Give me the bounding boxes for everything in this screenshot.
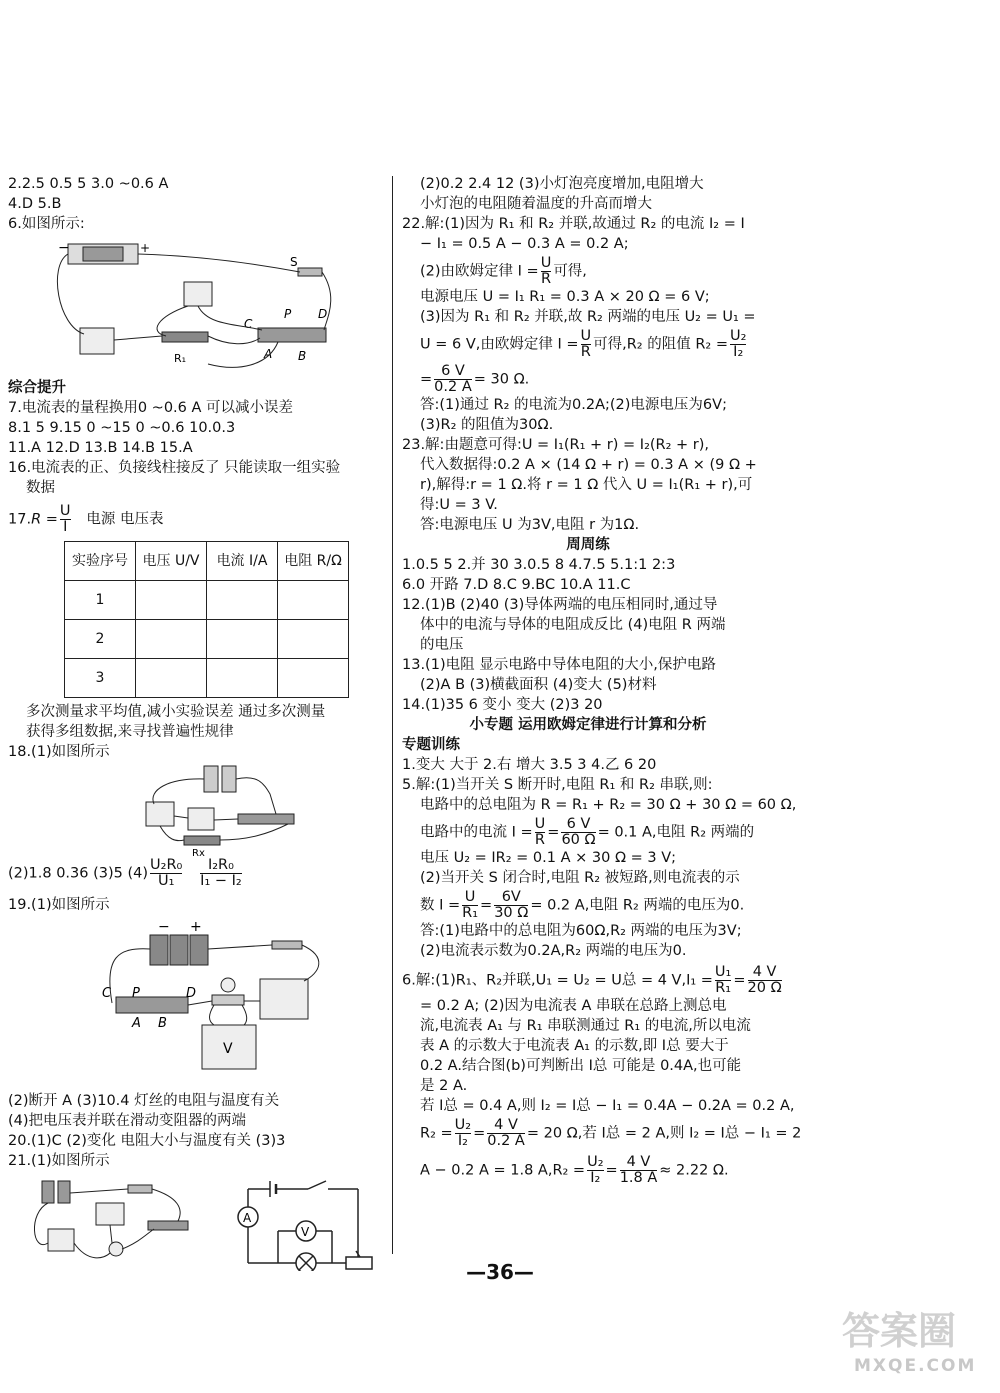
fraction <box>561 817 595 848</box>
fraction-denominator: I₂ <box>730 344 746 360</box>
answer-text: 数 I = <box>420 897 461 914</box>
resistor-icon <box>162 332 208 342</box>
watermark-logo-icon <box>838 1300 988 1358</box>
answer-line: 21.(1)如图所示 <box>8 1153 110 1169</box>
answer-line <box>402 1155 774 1186</box>
table-cell: 3 <box>65 659 136 698</box>
fig-label: P <box>132 986 140 1001</box>
fraction <box>494 890 528 921</box>
answer-line: = 0.2 A; (2)因为电流表 A 串联在总路上测总电 <box>420 998 727 1014</box>
answer-line: 4.D 5.B <box>8 196 62 212</box>
answer-line: 11.A 12.D 13.B 14.B 15.A <box>8 440 193 456</box>
answer-line: 答:(1)电路中的总电阻为60Ω,R₂ 两端的电压为3V; <box>420 923 742 939</box>
svg-text:答案圈: 答案圈 <box>842 1309 957 1353</box>
answer-text: (2)1.8 0.36 (3)5 (4) <box>8 865 149 882</box>
battery-icon <box>204 766 218 792</box>
circuit-figure-6 <box>8 236 348 376</box>
fig-label: B <box>298 349 307 363</box>
fraction-numerator: U₂R₀ <box>150 857 183 873</box>
answer-line: 的电压 <box>420 637 464 653</box>
answer-text: (2)由欧姆定律 I = <box>420 263 539 280</box>
fraction-numerator: U <box>464 889 476 905</box>
answer-text: A − 0.2 A = 1.8 A,R₂ = <box>420 1162 586 1179</box>
fraction-denominator: R <box>580 344 591 360</box>
section-title: 周周练 <box>566 537 610 553</box>
answer-line: 数据 <box>26 480 55 496</box>
fig-label: Rx <box>192 848 205 856</box>
fraction-numerator: U <box>580 328 592 344</box>
fraction-numerator: 6 V <box>441 363 465 379</box>
switch-icon <box>272 941 302 949</box>
voltmeter-icon <box>96 1203 124 1225</box>
section-title: 小专题 运用欧姆定律进行计算和分析 <box>469 717 707 733</box>
question-number: 17. <box>8 511 32 528</box>
battery-icon <box>58 1181 70 1203</box>
fraction <box>535 817 546 848</box>
fraction-denominator: 30 Ω <box>494 905 529 921</box>
answer-line: (3)R₂ 的阻值为30Ω. <box>420 417 554 433</box>
circuit-figure-21 <box>8 1173 378 1271</box>
fraction-numerator: 4 V <box>494 1117 518 1133</box>
answer-line: 7.电流表的量程换用0 ~0.6 A 可以减小误差 <box>8 400 294 416</box>
switch-icon <box>128 1185 152 1193</box>
answer-line <box>402 329 774 360</box>
answer-line: − I₁ = 0.5 A − 0.3 A = 0.2 A; <box>420 236 629 252</box>
answer-line: 电压 U₂ = IR₂ = 0.1 A × 30 Ω = 3 V; <box>420 850 677 866</box>
fraction-denominator: U₁ <box>150 873 182 889</box>
answer-line: 2.2.5 0.5 5 3.0 ~0.6 A <box>8 176 169 192</box>
table-cell <box>136 620 207 659</box>
fraction-denominator: 20 Ω <box>747 980 782 996</box>
answer-text: = <box>547 824 560 841</box>
answer-line <box>402 890 774 921</box>
answer-line: 获得多组数据,来寻找普遍性规律 <box>26 724 234 740</box>
table-header-row <box>65 542 349 581</box>
fraction-numerator: U <box>534 816 546 832</box>
table-cell <box>278 620 349 659</box>
fraction-numerator: U <box>59 503 71 519</box>
answer-line: (2)电流表示数为0.2A,R₂ 两端的电压为0. <box>420 943 687 959</box>
fraction <box>730 329 746 360</box>
answer-line: 多次测量求平均值,减小实验误差 通过多次测量 <box>26 704 326 720</box>
fraction-denominator: 0.2 A <box>487 1133 525 1149</box>
answer-text: = 30 Ω. <box>473 371 530 388</box>
battery-icon <box>190 935 208 965</box>
voltmeter-icon <box>146 802 174 826</box>
left-column <box>8 174 386 1273</box>
fig-label: D <box>318 307 328 321</box>
fraction-denominator: I₂ <box>455 1133 471 1149</box>
fig-label: − <box>158 919 170 935</box>
table-row <box>65 659 349 698</box>
answer-text: = <box>605 1162 618 1179</box>
fraction-numerator: U <box>540 255 552 271</box>
answer-line <box>8 504 386 535</box>
answer-line: 代入数据得:0.2 A × (14 Ω + r) = 0.3 A × (9 Ω + <box>420 457 757 473</box>
answer-text: 可得,R₂ 的阻值 R₂ = <box>593 336 728 353</box>
fraction-denominator: I <box>60 519 71 535</box>
table-cell <box>136 581 207 620</box>
answer-line: 是 2 A. <box>420 1078 468 1094</box>
answer-line: 16.电流表的正、负接线柱接反了 只能读取一组实验 <box>8 460 341 476</box>
answer-text: = <box>733 972 746 989</box>
answer-line: 若 I总 = 0.4 A,则 I₂ = I总 − I₁ = 0.4A − 0.2A = 0.2 A, <box>420 1098 795 1114</box>
fraction-denominator: R <box>534 832 545 848</box>
ammeter-icon <box>260 979 308 1019</box>
answer-line: 22.解:(1)因为 R₁ 和 R₂ 并联,故通过 R₂ 的电流 I₂ = I <box>402 216 745 232</box>
table-cell <box>207 620 278 659</box>
fraction-numerator: 4 V <box>626 1154 651 1170</box>
fraction-numerator: U₂ <box>454 1117 472 1133</box>
answer-line: 20.(1)C (2)变化 电阻大小与温度有关 (3)3 <box>8 1133 286 1149</box>
answer-line: 体中的电流与导体的电阻成反比 (4)电阻 R 两端 <box>420 617 726 633</box>
fraction-numerator: 6 V <box>566 816 591 832</box>
fig-label: C <box>102 986 112 1001</box>
fig-label: A <box>264 347 273 361</box>
fig-label: + <box>140 241 151 255</box>
fraction <box>60 504 71 535</box>
answer-line: r),解得:r = 1 Ω.将 r = 1 Ω 代入 U = I₁(R₁ + r),可 <box>420 477 753 493</box>
table-cell <box>278 581 349 620</box>
switch-icon <box>298 268 322 276</box>
fig-label: V <box>301 1225 310 1239</box>
answer-text: R₂ = <box>420 1125 453 1142</box>
fig-label: S <box>290 255 298 269</box>
answer-line: 6.如图所示: <box>8 216 85 232</box>
rheostat-icon <box>238 814 294 824</box>
column-divider <box>392 176 393 1254</box>
table-cell <box>278 659 349 698</box>
table-cell: 1 <box>65 581 136 620</box>
page-number: —36— <box>466 1260 534 1284</box>
table-cell <box>207 659 278 698</box>
answer-line: 得:U = 3 V. <box>420 497 498 513</box>
fraction <box>715 965 731 996</box>
fraction-denominator: R₁ <box>715 980 732 996</box>
answer-line: 1.变大 大于 2.右 增大 3.5 3 4.乙 6 20 <box>402 757 657 773</box>
answer-line: 5.解:(1)当开关 S 断开时,电阻 R₁ 和 R₂ 串联,则: <box>402 777 713 793</box>
answer-line <box>402 817 774 848</box>
section-subtitle: 专题训练 <box>402 737 460 753</box>
fig-label: A <box>243 1211 252 1225</box>
fraction <box>455 1118 471 1149</box>
battery-icon <box>170 935 188 965</box>
answer-line: (3)因为 R₁ 和 R₂ 并联,故 R₂ 两端的电压 U₂ = U₁ = <box>420 309 756 325</box>
table-cell <box>136 659 207 698</box>
fraction <box>434 364 472 395</box>
table-cell: 2 <box>65 620 136 659</box>
fraction-numerator: I₂R₀ <box>207 857 234 873</box>
answer-line: 0.2 A.结合图(b)可判断出 I总 可能是 0.4A,也可能 <box>420 1058 742 1074</box>
answer-line: 电路中的总电阻为 R = R₁ + R₂ = 30 Ω + 30 Ω = 60 Ω, <box>420 797 797 813</box>
battery-icon <box>222 766 236 792</box>
answer-line: 23.解:由题意可得:U = I₁(R₁ + r) = I₂(R₂ + r), <box>402 437 710 453</box>
meter-icon <box>80 328 114 354</box>
fraction-denominator: R₁ <box>462 905 479 921</box>
fraction-denominator: I₁ − I₂ <box>200 873 242 889</box>
watermark <box>838 1300 988 1382</box>
answer-line: (2)A B (3)横截面积 (4)变大 (5)材料 <box>420 677 657 693</box>
fig-label: P <box>284 307 292 321</box>
fraction-numerator: 6V <box>501 889 521 905</box>
fraction-numerator: U₂ <box>587 1154 604 1170</box>
answer-text: = <box>473 1125 486 1142</box>
answer-line: 19.(1)如图所示 <box>8 897 110 913</box>
answer-line: 8.1 5 9.15 0 ~15 0 ~0.6 10.0.3 <box>8 420 236 436</box>
rheostat-icon <box>148 1221 188 1230</box>
answer-line: 13.(1)电阻 显示电路中导体电阻的大小,保护电路 <box>402 657 716 673</box>
table-cell <box>207 581 278 620</box>
fig-label: C <box>244 317 253 331</box>
answer-text: = 0.1 A,电阻 R₂ 两端的 <box>597 824 755 841</box>
answer-line: 答:电源电压 U 为3V,电阻 r 为1Ω. <box>420 517 640 533</box>
table-row <box>65 581 349 620</box>
circuit-figure-18 <box>8 764 378 856</box>
resistor-icon <box>184 836 220 845</box>
answer-line: 12.(1)B (2)40 (3)导体两端的电压相同时,通过导 <box>402 597 718 613</box>
answer-line: 答:(1)通过 R₂ 的电流为0.2A;(2)电源电压为6V; <box>420 397 727 413</box>
lamp-icon <box>109 1242 123 1256</box>
formula-lhs: R = <box>31 511 58 528</box>
ammeter-icon <box>184 282 212 306</box>
battery-icon <box>150 935 168 965</box>
fraction-denominator: 1.8 A <box>619 1170 658 1186</box>
answer-line: 流,电流表 A₁ 与 R₁ 串联测通过 R₁ 的电流,所以电流 <box>420 1018 751 1034</box>
fig-label: R₁ <box>174 352 187 365</box>
table-header: 电阻 R/Ω <box>278 542 349 581</box>
answer-text: = 0.2 A,电阻 R₂ 两端的电压为0. <box>530 897 745 914</box>
battery-icon <box>42 1181 54 1203</box>
answer-text: 6.解:(1)R₁、R₂并联,U₁ = U₂ = U总 = 4 V,I₁ = <box>402 972 713 989</box>
schematic-diagram <box>238 1181 372 1271</box>
table-header: 电流 I/A <box>207 542 278 581</box>
rheostat-icon <box>258 328 326 342</box>
answer-text: 电源 电压表 <box>86 511 164 528</box>
answer-text: 可得, <box>553 263 587 280</box>
answer-line: 电源电压 U = I₁ R₁ = 0.3 A × 20 Ω = 6 V; <box>420 289 710 305</box>
answer-text: ≈ 2.22 Ω. <box>659 1162 729 1179</box>
fraction <box>150 858 182 889</box>
fig-label: − <box>58 240 70 256</box>
data-table <box>64 541 349 698</box>
answer-line: 6.0 开路 7.D 8.C 9.BC 10.A 11.C <box>402 577 631 593</box>
fraction-numerator: U₁ <box>714 964 732 980</box>
answer-line <box>402 1117 802 1149</box>
fraction-denominator: 60 Ω <box>561 832 596 848</box>
answer-text: = <box>420 371 433 388</box>
fraction-denominator: I₂ <box>587 1170 603 1186</box>
table-row <box>65 620 349 659</box>
answer-line <box>402 964 782 996</box>
answer-line <box>402 364 774 395</box>
answer-text: = <box>480 897 493 914</box>
answer-line: (2)0.2 2.4 12 (3)小灯泡亮度增加,电阻增大 <box>420 176 704 192</box>
right-column <box>402 174 802 1186</box>
ammeter-icon <box>48 1229 74 1251</box>
answer-text: = 20 Ω,若 I总 = 2 A,则 I₂ = I总 − I₁ = 2 <box>526 1125 802 1142</box>
fraction <box>541 256 552 287</box>
fraction-denominator: 0.2 A <box>434 379 472 395</box>
fig-label: B <box>158 1016 167 1031</box>
answer-line: (2)当开关 S 闭合时,电阻 R₂ 被短路,则电流表的示 <box>420 870 740 886</box>
fraction <box>200 858 242 889</box>
answer-line: 表 A 的示数大于电流表 A₁ 的示数,即 I总 要大于 <box>420 1038 729 1054</box>
watermark-text: MXQE.COM <box>854 1356 977 1376</box>
table-header: 电压 U/V <box>136 542 207 581</box>
rheostat-icon <box>116 997 188 1013</box>
section-title: 综合提升 <box>8 380 66 396</box>
answer-line: 18.(1)如图所示 <box>8 744 110 760</box>
fraction-denominator: R <box>540 271 552 287</box>
answer-line: (2)断开 A (3)10.4 灯丝的电阻与温度有关 <box>8 1093 280 1109</box>
answer-text: U = 6 V,由欧姆定律 I = <box>420 336 579 353</box>
fig-label: A <box>132 1016 141 1031</box>
fraction <box>487 1118 525 1149</box>
ammeter-icon <box>188 808 214 830</box>
fraction <box>587 1155 603 1186</box>
answer-line: 1.0.5 5 2.并 30 3.0.5 8 4.7.5 5.1:1 2:3 <box>402 557 676 573</box>
fraction <box>620 1155 658 1186</box>
answer-line <box>8 858 386 889</box>
answer-line: (4)把电压表并联在滑动变阻器的两端 <box>8 1113 247 1129</box>
answer-line: 14.(1)35 6 变小 变大 (2)3 20 <box>402 697 603 713</box>
fraction <box>748 965 782 996</box>
fig-label: V <box>223 1041 233 1057</box>
fraction-numerator: 4 V <box>752 964 777 980</box>
table-header: 实验序号 <box>65 542 136 581</box>
circuit-figure-19 <box>8 917 378 1089</box>
fraction-numerator: U₂ <box>730 328 747 344</box>
fraction <box>462 890 478 921</box>
answer-line: 小灯泡的电阻随着温度的升高而增大 <box>420 196 652 212</box>
answer-text: 电路中的电流 I = <box>420 824 533 841</box>
fig-label: + <box>190 919 202 935</box>
lamp-icon <box>221 978 235 992</box>
answer-line <box>402 256 774 287</box>
fig-label: D <box>186 986 197 1001</box>
fraction <box>581 329 592 360</box>
